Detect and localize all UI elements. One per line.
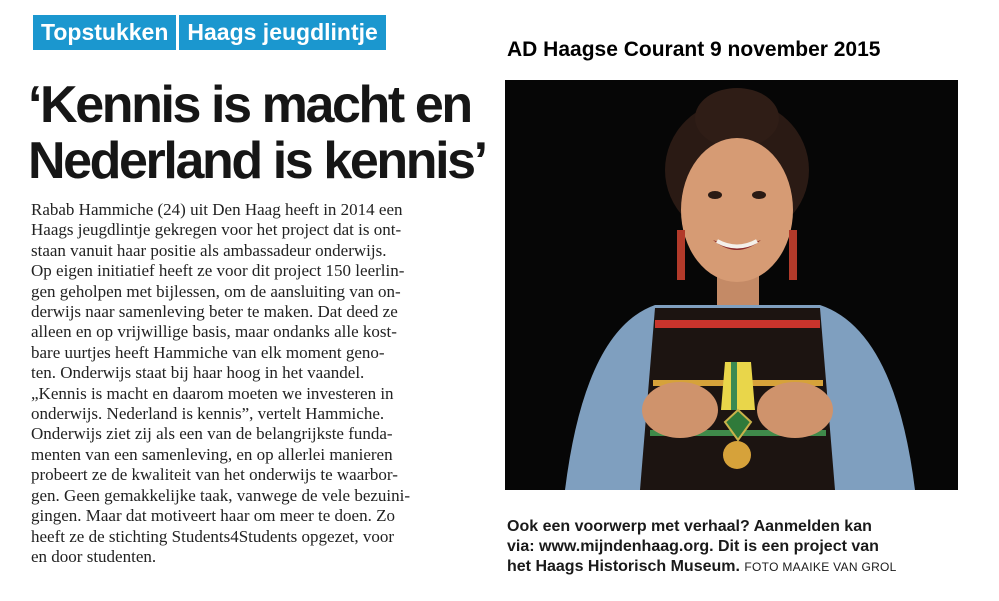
body-line: Haags jeugdlintje gekregen voor het project dat is ont- bbox=[31, 220, 402, 240]
embroidery-band bbox=[655, 320, 820, 328]
ribbon-shape bbox=[721, 362, 755, 410]
caption-line: het Haags Historisch Museum. bbox=[507, 558, 740, 575]
headline-line: ‘Kennis is macht en bbox=[28, 76, 471, 134]
section-label: Topstukken bbox=[33, 15, 176, 50]
body-line: Onderwijs ziet zij als een van de belangrijkste funda- bbox=[31, 424, 393, 444]
portrait-illustration bbox=[505, 80, 958, 490]
headline-line: Nederland is kennis’ bbox=[28, 132, 486, 190]
hand-right bbox=[757, 382, 833, 438]
body-line: Rabab Hammiche (24) uit Den Haag heeft in 2014 een bbox=[31, 200, 403, 219]
body-line: gen geholpen met bijlessen, om de aansluiting van on- bbox=[31, 281, 401, 301]
section-badge bbox=[33, 15, 386, 50]
ribbon-stripe bbox=[731, 362, 737, 410]
body-line: gingen. Maar dat motiveert haar om meer te doen. Zo bbox=[31, 506, 395, 526]
body-line: bare uurtjes heeft Hammiche van elk moment geno- bbox=[31, 342, 385, 362]
hand-left bbox=[642, 382, 718, 438]
body-line: Op eigen initiatief heeft ze voor dit project 150 leerlin- bbox=[31, 261, 405, 281]
body-line: staan vanuit haar positie als ambassadeur onderwijs. bbox=[31, 240, 387, 260]
source-line: AD Haagse Courant 9 november 2015 bbox=[507, 38, 881, 61]
body-line: onderwijs. Nederland is kennis”, vertelt Hammiche. bbox=[31, 404, 385, 424]
headline bbox=[28, 77, 488, 189]
portrait-photo bbox=[505, 80, 958, 490]
earring-right bbox=[789, 230, 797, 280]
caption-line: Ook een voorwerp met verhaal? Aanmelden kan bbox=[507, 518, 872, 535]
body-line: heeft ze de stichting Students4Students opgezet, voor bbox=[31, 526, 395, 546]
embroidery-medallion bbox=[723, 441, 751, 469]
eye-right bbox=[752, 191, 766, 199]
face-shape bbox=[681, 138, 793, 282]
earring-left bbox=[677, 230, 685, 280]
photo-caption bbox=[507, 517, 957, 577]
body-line: ten. Onderwijs staat bij haar hoog in het vaandel. bbox=[31, 363, 365, 383]
photo-credit: FOTO MAAIKE VAN GROL bbox=[744, 560, 897, 574]
series-label: Haags jeugdlintje bbox=[179, 15, 385, 50]
body-line: en door studenten. bbox=[31, 546, 157, 566]
article-body bbox=[31, 200, 483, 567]
body-line: menten van een samenleving, en op allerlei manieren bbox=[31, 444, 393, 464]
body-line: alleen en op vrijwillige basis, maar ondanks alle kost- bbox=[31, 322, 397, 342]
caption-line: via: www.mijndenhaag.org. Dit is een project van bbox=[507, 538, 879, 555]
body-line: gen. Geen gemakkelijke taak, vanwege de vele bezuini- bbox=[31, 485, 411, 505]
eye-left bbox=[708, 191, 722, 199]
body-line: derwijs naar samenleving beter te maken. Dat deed ze bbox=[31, 302, 398, 322]
body-line: probeert ze de kwaliteit van het onderwijs te waarbor- bbox=[31, 465, 398, 485]
body-line: „Kennis is macht en daarom moeten we investeren in bbox=[31, 383, 394, 403]
